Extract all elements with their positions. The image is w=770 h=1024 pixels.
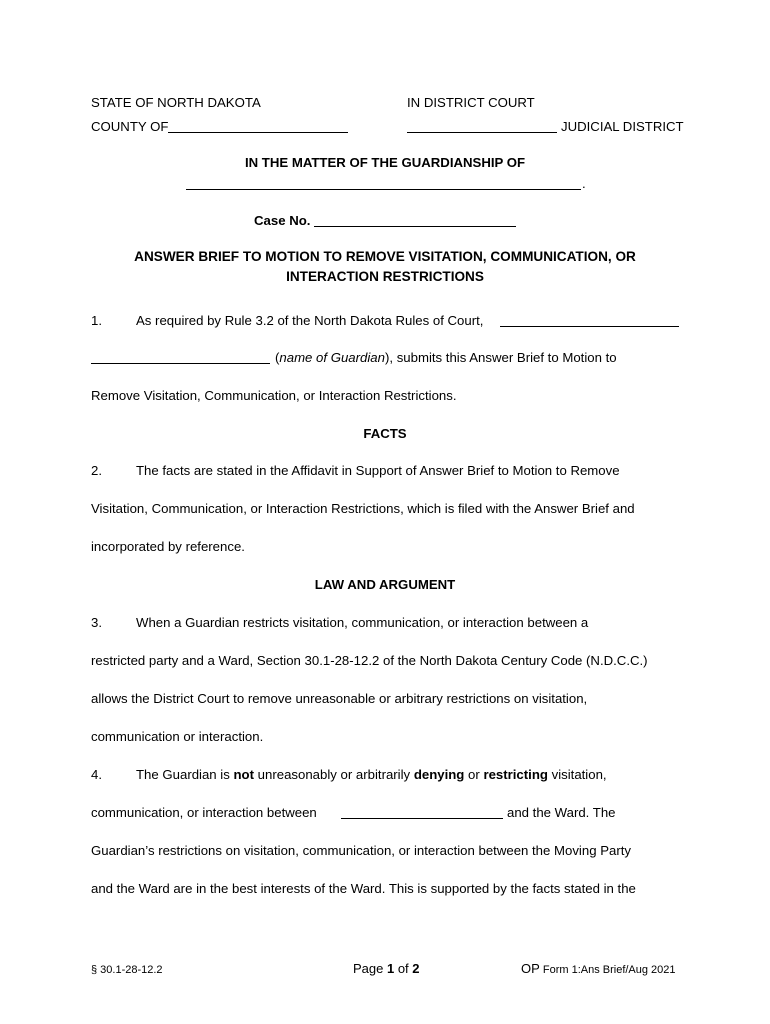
para4-line1: The Guardian is not unreasonably or arbitrarily denying or restricting visitation, xyxy=(136,767,607,782)
para1-line1: As required by Rule 3.2 of the North Dakota Rules of Court, xyxy=(136,313,484,328)
emphasis-not: not xyxy=(233,767,255,782)
para3-line4: communication or interaction. xyxy=(91,729,264,744)
moving-party-blank[interactable] xyxy=(341,818,503,819)
para3-line3: allows the District Court to remove unreasonable or arbitrary restrictions on visitation, xyxy=(91,691,588,706)
district-blank[interactable] xyxy=(407,132,557,133)
emphasis-restricting: restricting xyxy=(483,767,548,782)
guardian-hint: name of Guardian xyxy=(279,350,385,365)
facts-heading: FACTS xyxy=(363,426,407,441)
emphasis-denying: denying xyxy=(413,767,465,782)
footer-statute: § 30.1-28-12.2 xyxy=(91,964,163,976)
caption-period: . xyxy=(582,176,586,191)
para3-line2: restricted party and a Ward, Section 30.1-28-12.2 of the North Dakota Century Code (N.D.C.C.) xyxy=(91,653,648,668)
para1-line3: Remove Visitation, Communication, or Interaction Restrictions. xyxy=(91,388,457,403)
guardian-name-blank-1[interactable] xyxy=(500,326,679,327)
para2-line2: Visitation, Communication, or Interaction Restrictions, which is filed with the Answer Brief and xyxy=(91,501,635,516)
guardianship-caption: IN THE MATTER OF THE GUARDIANSHIP OF xyxy=(244,155,526,170)
para2-line3: incorporated by reference. xyxy=(91,539,245,554)
para4-line3: Guardian’s restrictions on visitation, communication, or interaction between the Moving Party xyxy=(91,843,631,858)
ward-name-blank[interactable] xyxy=(186,189,581,190)
para2-number: 2. xyxy=(91,463,102,478)
para4-line2a: communication, or interaction between xyxy=(91,805,317,820)
para2-line1: The facts are stated in the Affidavit in Support of Answer Brief to Motion to Remove xyxy=(136,463,620,478)
footer-form-id: OP Form 1:Ans Brief/Aug 2021 xyxy=(521,961,676,976)
para1-number: 1. xyxy=(91,313,102,328)
state-label: STATE OF NORTH DAKOTA xyxy=(91,95,261,110)
guardian-name-blank-2[interactable] xyxy=(91,363,270,364)
document-title-line1: ANSWER BRIEF TO MOTION TO REMOVE VISITATION, COMMUNICATION, OR xyxy=(134,249,636,264)
para4-line2b: and the Ward. The xyxy=(507,805,616,820)
court-label: IN DISTRICT COURT xyxy=(407,95,535,110)
district-label: JUDICIAL DISTRICT xyxy=(561,119,684,134)
document-title-line2: INTERACTION RESTRICTIONS xyxy=(286,269,484,284)
case-no-label: Case No. xyxy=(254,213,311,228)
law-heading: LAW AND ARGUMENT xyxy=(314,577,456,592)
para3-number: 3. xyxy=(91,615,102,630)
para1-line2: (name of Guardian), submits this Answer Brief to Motion to xyxy=(275,350,617,365)
para4-number: 4. xyxy=(91,767,102,782)
footer-page-number: Page 1 of 2 xyxy=(353,961,420,976)
para3-line1: When a Guardian restricts visitation, communication, or interaction between a xyxy=(136,615,589,630)
county-blank[interactable] xyxy=(168,132,348,133)
case-no-blank[interactable] xyxy=(314,226,516,227)
county-label: COUNTY OF xyxy=(91,119,169,134)
para4-line4: and the Ward are in the best interests of the Ward. This is supported by the facts stated in the xyxy=(91,881,636,896)
